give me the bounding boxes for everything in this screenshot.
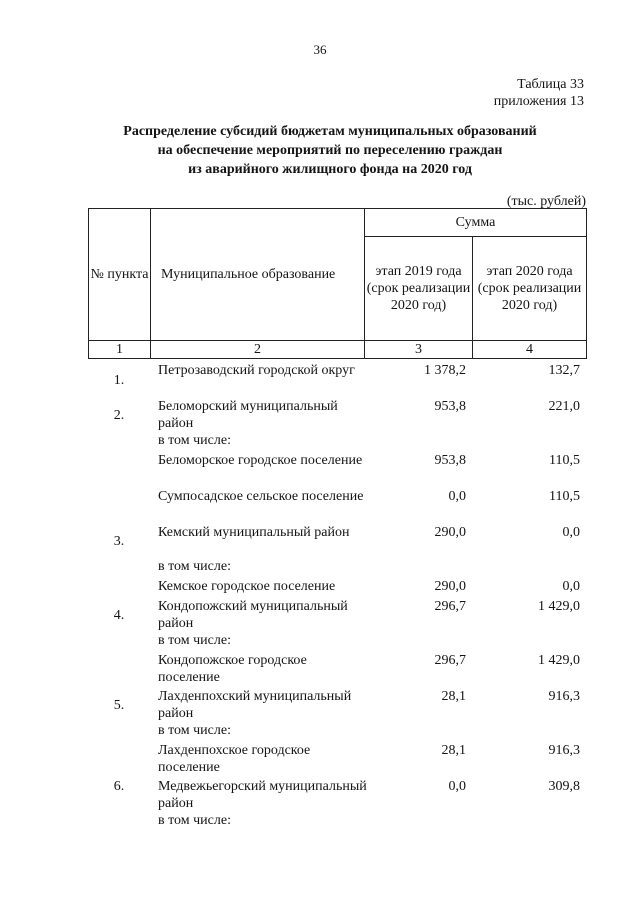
table-body [88,362,586,832]
row-value-2019: 28,1 [441,743,466,758]
in-total-note: в том числе: [158,633,231,648]
header-number: № пункта [89,209,151,341]
row-municipality: Кондопожское городское поселение [158,653,307,685]
header-stage-2020: этап 2020 года (срок реализации 2020 год) [473,237,587,341]
header-stage-2019: этап 2019 года (срок реализации 2020 год) [365,237,473,341]
table-row [88,652,586,688]
row-value-2019: 1 378,2 [424,363,466,378]
row-municipality: Петрозаводский городской округ [158,363,355,378]
table-row [88,488,586,524]
row-value-2019: 290,0 [434,579,466,594]
row-number: 5. [113,697,125,713]
header-sum: Сумма [365,209,587,237]
table-header [88,208,587,359]
row-value-2020: 0,0 [562,525,580,540]
row-municipality: Медвежьегорский муниципальный район [158,779,367,811]
table-row [88,742,586,778]
column-index-3: 3 [365,341,473,359]
row-municipality: Кемский муниципальный район [158,525,350,540]
title-line-3: из аварийного жилищного фонда на 2020 год [188,162,472,177]
row-value-2020: 110,5 [549,453,580,468]
table-row [88,578,586,598]
caption-line-table: Таблица 33 [517,77,584,92]
table-row [88,362,586,398]
row-value-2020: 1 429,0 [538,599,580,614]
row-number: 1. [113,372,125,388]
table-row [88,398,586,432]
units-label: (тыс. рублей) [506,194,586,209]
column-index-2: 2 [151,341,365,359]
table-row [88,688,586,722]
row-value-2019: 953,8 [434,453,466,468]
row-municipality: Сумпосадское сельское поселение [158,489,364,504]
in-total-note: в том числе: [158,433,231,448]
row-number: 3. [113,533,125,549]
row-value-2020: 110,5 [549,489,580,504]
page-number: 36 [313,42,327,57]
row-municipality: Беломорское городское поселение [158,453,363,468]
table-row [88,778,586,812]
header-municipality: Муниципальное образование [151,209,365,341]
title-line-1: Распределение субсидий бюджетам муниципальных образований [123,124,537,139]
row-value-2020: 132,7 [548,363,580,378]
row-value-2019: 28,1 [441,689,466,704]
row-municipality: Беломорский муниципальный район [158,399,338,431]
document-title [60,122,600,179]
row-municipality: Лахденпохское городское поселение [158,743,311,775]
row-value-2019: 953,8 [434,399,466,414]
row-value-2019: 0,0 [448,779,466,794]
row-value-2019: 0,0 [448,489,466,504]
row-municipality: Кондопожский муниципальный район [158,599,348,631]
table-caption [494,76,584,110]
caption-line-appendix: приложения 13 [493,94,584,109]
row-number: 6. [113,779,125,794]
row-value-2020: 916,3 [548,743,580,758]
row-value-2020: 916,3 [548,689,580,704]
row-municipality: Лахденпохский муниципальный район [158,689,352,721]
row-value-2019: 296,7 [434,653,466,668]
row-value-2019: 290,0 [434,525,466,540]
row-municipality: Кемское городское поселение [158,579,336,594]
row-value-2020: 1 429,0 [538,653,580,668]
table-row [88,452,586,488]
row-value-2020: 309,8 [548,779,580,794]
row-value-2020: 221,0 [548,399,580,414]
row-number: 2. [113,407,125,423]
in-total-note: в том числе: [158,559,231,574]
in-total-note: в том числе: [158,723,231,738]
column-index-1: 1 [89,341,151,359]
row-number: 4. [113,607,125,623]
row-value-2019: 296,7 [434,599,466,614]
table-row [88,524,586,558]
in-total-note: в том числе: [158,813,231,828]
row-value-2020: 0,0 [562,579,580,594]
title-line-2: на обеспечение мероприятий по переселению граждан [157,143,503,158]
table-row [88,598,586,632]
column-index-4: 4 [473,341,587,359]
